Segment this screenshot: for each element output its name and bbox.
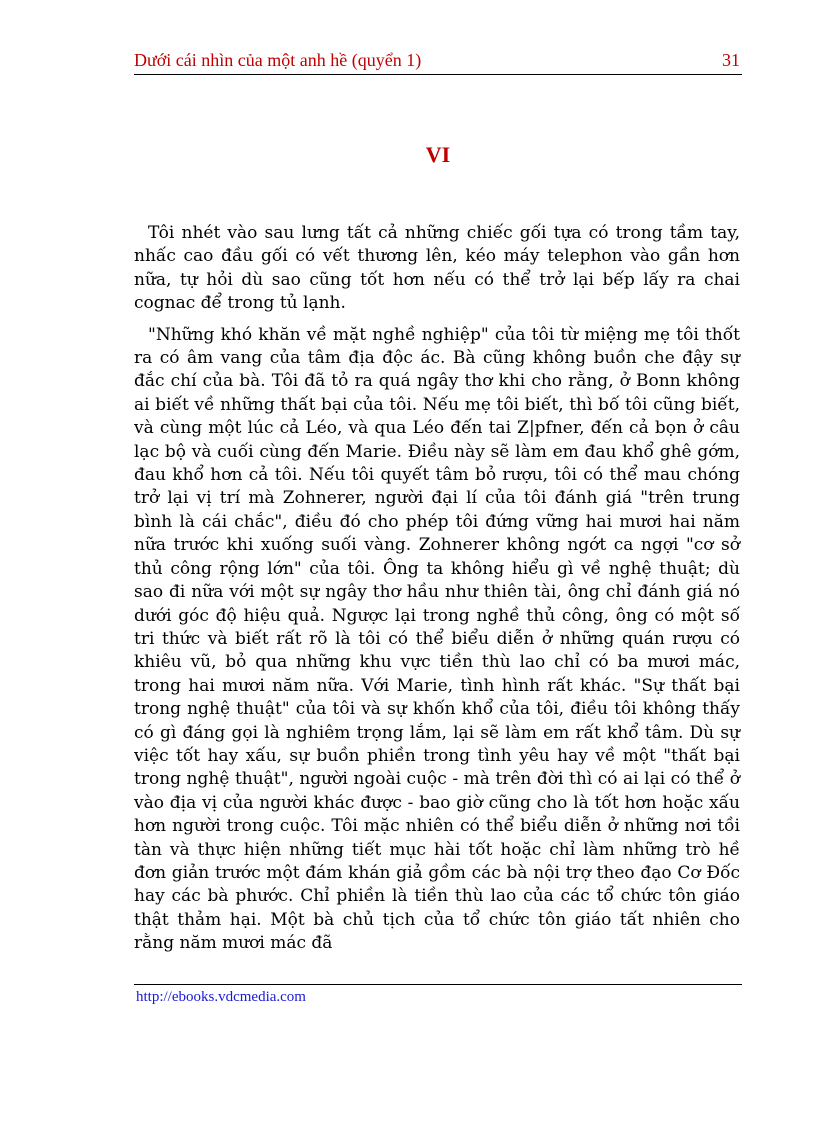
footer-divider <box>134 984 742 985</box>
book-title: Dưới cái nhìn của một anh hề (quyển 1) <box>134 50 422 70</box>
chapter-heading: VI <box>425 142 451 167</box>
running-header <box>134 48 742 75</box>
paragraph: "Những khó khăn về mặt nghề nghiệp" của tôi từ miệng mẹ tôi thốt ra có âm vang của tâm địa độc ác. Bà cũng không buồn che đậy sự đắc chí của bà. Tôi đã tỏ ra quá ngây thơ khi cho rằng, ở Bonn không ai biết về những thất bại của tôi. Nếu mẹ tôi biết, thì bố tôi cũng biết, và cùng một lúc cả Léo, và qua Léo đến tai Z|pfner, đến cả bọn ở câu lạc bộ và cuối cùng đến Marie. Điều này sẽ làm em đau khổ ghê gớm, đau khổ hơn cả tôi. Nếu tôi quyết tâm bỏ rượu, tôi có thể mau chóng trở lại vị trí mà Zohnerer, người đại lí của tôi đánh giá "trên trung bình là cái chắc", điều đó cho phép tôi đứng vững hai mươi hai năm nữa trước khi xuống suối vàng. Zohnerer không ngớt ca ngợi "cơ sở thủ công rộng lớn" của tôi. Ông ta không hiểu gì về nghệ thuật; dù sao đi nữa với một sự ngây thơ hầu như thiên tài, ông chỉ đánh giá nó dưới góc độ hiệu quả. Ngược lại trong nghề thủ công, ông có một số tri thức và biết rất rõ là tôi có thể biểu diễn ở những quán rượu có khiêu vũ, bỏ qua những khu vực tiền thù lao chỉ có ba mươi mác, trong hai mươi năm nữa. Với Marie, tình hình rất khác. "Sự thất bại trong nghệ thuật" của tôi và sự khốn khổ của tôi, điều tôi không thấy có gì đáng gọi là nghiêm trọng lắm, lại sẽ làm em rất khổ tâm. Dù sự việc tốt hay xấu, sự buồn phiền trong tình yêu hay về một "thất bại trong nghệ thuật", người ngoài cuộc - mà trên đời thì có ai lại có thể ở vào địa vị của người khác được - bao giờ cũng cho là tốt hơn hoặc xấu hơn người trong cuộc. Tôi mặc nhiên có thể biểu diễn ở những nơi tồi tàn và thực hiện những tiết mục hài tốt hoặc chỉ làm những trò hề đơn giản trước một đám khán giả gồm các bà nội trợ theo đạo Cơ Đốc hay các bà phước. Chỉ phiền là tiền thù lao của các tổ chức tôn giáo thật thảm hại. Một bà chủ tịch của tổ chức tôn giáo tất nhiên cho rằng năm mươi mác đã <box>134 324 740 954</box>
paragraph: Tôi nhét vào sau lưng tất cả những chiếc gối tựa có trong tầm tay, nhấc cao đầu gối có vết thương lên, kéo máy telephon vào gần hơn nữa, tự hỏi dù sao cũng tốt hơn nếu có thể trở lại bếp lấy ra chai cognac để trong tủ lạnh. <box>134 223 740 314</box>
page-number: 31 <box>722 50 740 70</box>
body-text <box>134 222 740 964</box>
footer-link[interactable]: http://ebooks.vdcmedia.com <box>136 989 306 1005</box>
